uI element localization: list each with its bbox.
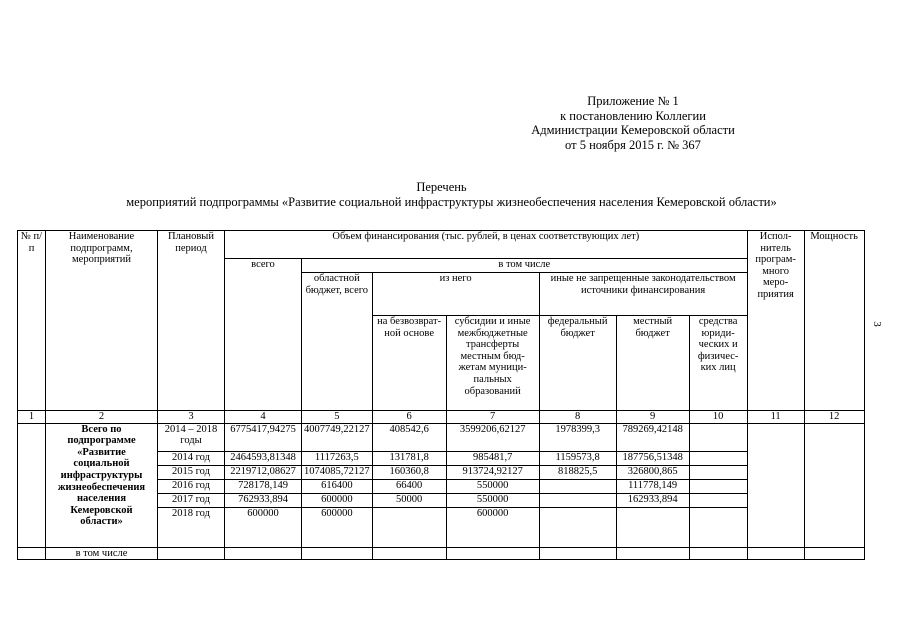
total-cell: 2219712,08627 (225, 465, 302, 479)
period-cell: 2014 год (158, 451, 225, 465)
nonrefundable-cell: 160360,8 (372, 465, 446, 479)
col-number: 8 (539, 411, 616, 424)
period-cell: 2017 год (158, 493, 225, 507)
document-title (0, 180, 905, 210)
col-number: 4 (225, 411, 302, 424)
header-subsidies: субсидии и иные межбюджетные трансферты местным бюд-жетам муници-пальных образований (446, 316, 539, 411)
col-number: 6 (372, 411, 446, 424)
period-cell: 2014 – 2018 годы (158, 423, 225, 451)
funding-table (17, 230, 865, 560)
col-number: 5 (302, 411, 373, 424)
regional-cell: 600000 (302, 493, 373, 507)
nonrefundable-cell: 408542,6 (372, 423, 446, 451)
program-name: Всего по подпрограмме «Развитие социальной инфраструктуры жизнеобеспечения населения Кемеровской области» (46, 423, 158, 547)
subsidies-cell: 985481,7 (446, 451, 539, 465)
total-cell: 600000 (225, 507, 302, 547)
total-cell: 762933,894 (225, 493, 302, 507)
appendix-line-4: от 5 ноября 2015 г. № 367 (565, 137, 701, 152)
header-executor: Испол-нитель програм-много меро-приятия (747, 231, 804, 411)
subsidies-cell: 550000 (446, 479, 539, 493)
local-cell: 111778,149 (616, 479, 689, 493)
table-row (18, 547, 865, 560)
title-line-2: мероприятий подпрограммы «Развитие социальной инфраструктуры жизнеобеспечения населения Кемеровской области» (126, 195, 777, 209)
header-num: № п/п (18, 231, 46, 411)
col-number: 11 (747, 411, 804, 424)
federal-cell: 1159573,8 (539, 451, 616, 465)
regional-cell: 1117263,5 (302, 451, 373, 465)
period-cell: 2018 год (158, 507, 225, 547)
period-cell: 2015 год (158, 465, 225, 479)
total-cell: 2464593,81348 (225, 451, 302, 465)
col-number: 12 (804, 411, 864, 424)
header-name: Наименование подпрограмм, мероприятий (46, 231, 158, 411)
federal-cell (539, 507, 616, 547)
page-number: 3 (870, 321, 883, 327)
appendix-block (513, 94, 753, 152)
col-number: 7 (446, 411, 539, 424)
header-including: в том числе (302, 259, 748, 273)
regional-cell: 616400 (302, 479, 373, 493)
total-cell: 728178,149 (225, 479, 302, 493)
header-period: Плановый период (158, 231, 225, 411)
subsidies-cell: 3599206,62127 (446, 423, 539, 451)
local-cell: 789269,42148 (616, 423, 689, 451)
including-label: в том числе (46, 547, 158, 560)
header-other-sources: иные не запрещенные законодательством источники финансирования (539, 273, 747, 316)
regional-cell: 1074085,72127 (302, 465, 373, 479)
federal-cell (539, 479, 616, 493)
subsidies-cell: 913724,92127 (446, 465, 539, 479)
table-row (18, 423, 865, 451)
local-cell: 187756,51348 (616, 451, 689, 465)
header-legal-entities: средства юриди-ческих и физичес-ких лиц (689, 316, 747, 411)
header-of-which: из него (372, 273, 539, 316)
header-regional: областной бюджет, всего (302, 273, 373, 411)
subsidies-cell: 600000 (446, 507, 539, 547)
col-number: 3 (158, 411, 225, 424)
col-number: 1 (18, 411, 46, 424)
header-capacity: Мощность (804, 231, 864, 411)
period-cell: 2016 год (158, 479, 225, 493)
header-local: местный бюджет (616, 316, 689, 411)
header-total: всего (225, 259, 302, 411)
nonrefundable-cell: 66400 (372, 479, 446, 493)
appendix-line-2: к постановлению Коллегии (560, 108, 706, 123)
federal-cell (539, 493, 616, 507)
title-line-1: Перечень (416, 180, 467, 194)
subsidies-cell: 550000 (446, 493, 539, 507)
total-cell: 6775417,94275 (225, 423, 302, 451)
col-number: 10 (689, 411, 747, 424)
appendix-line-3: Администрации Кемеровской области (531, 123, 735, 137)
col-number: 9 (616, 411, 689, 424)
nonrefundable-cell: 131781,8 (372, 451, 446, 465)
federal-cell: 1978399,3 (539, 423, 616, 451)
header-funding: Объем финансирования (тыс. рублей, в ценах соответствующих лет) (225, 231, 748, 259)
col-number: 2 (46, 411, 158, 424)
appendix-line-1: Приложение № 1 (587, 94, 679, 108)
regional-cell: 4007749,22127 (302, 423, 373, 451)
federal-cell: 818825,5 (539, 465, 616, 479)
local-cell: 162933,894 (616, 493, 689, 507)
header-nonrefundable: на безвозврат-ной основе (372, 316, 446, 411)
local-cell (616, 507, 689, 547)
nonrefundable-cell (372, 507, 446, 547)
local-cell: 326800,865 (616, 465, 689, 479)
header-federal: федеральный бюджет (539, 316, 616, 411)
nonrefundable-cell: 50000 (372, 493, 446, 507)
regional-cell: 600000 (302, 507, 373, 547)
